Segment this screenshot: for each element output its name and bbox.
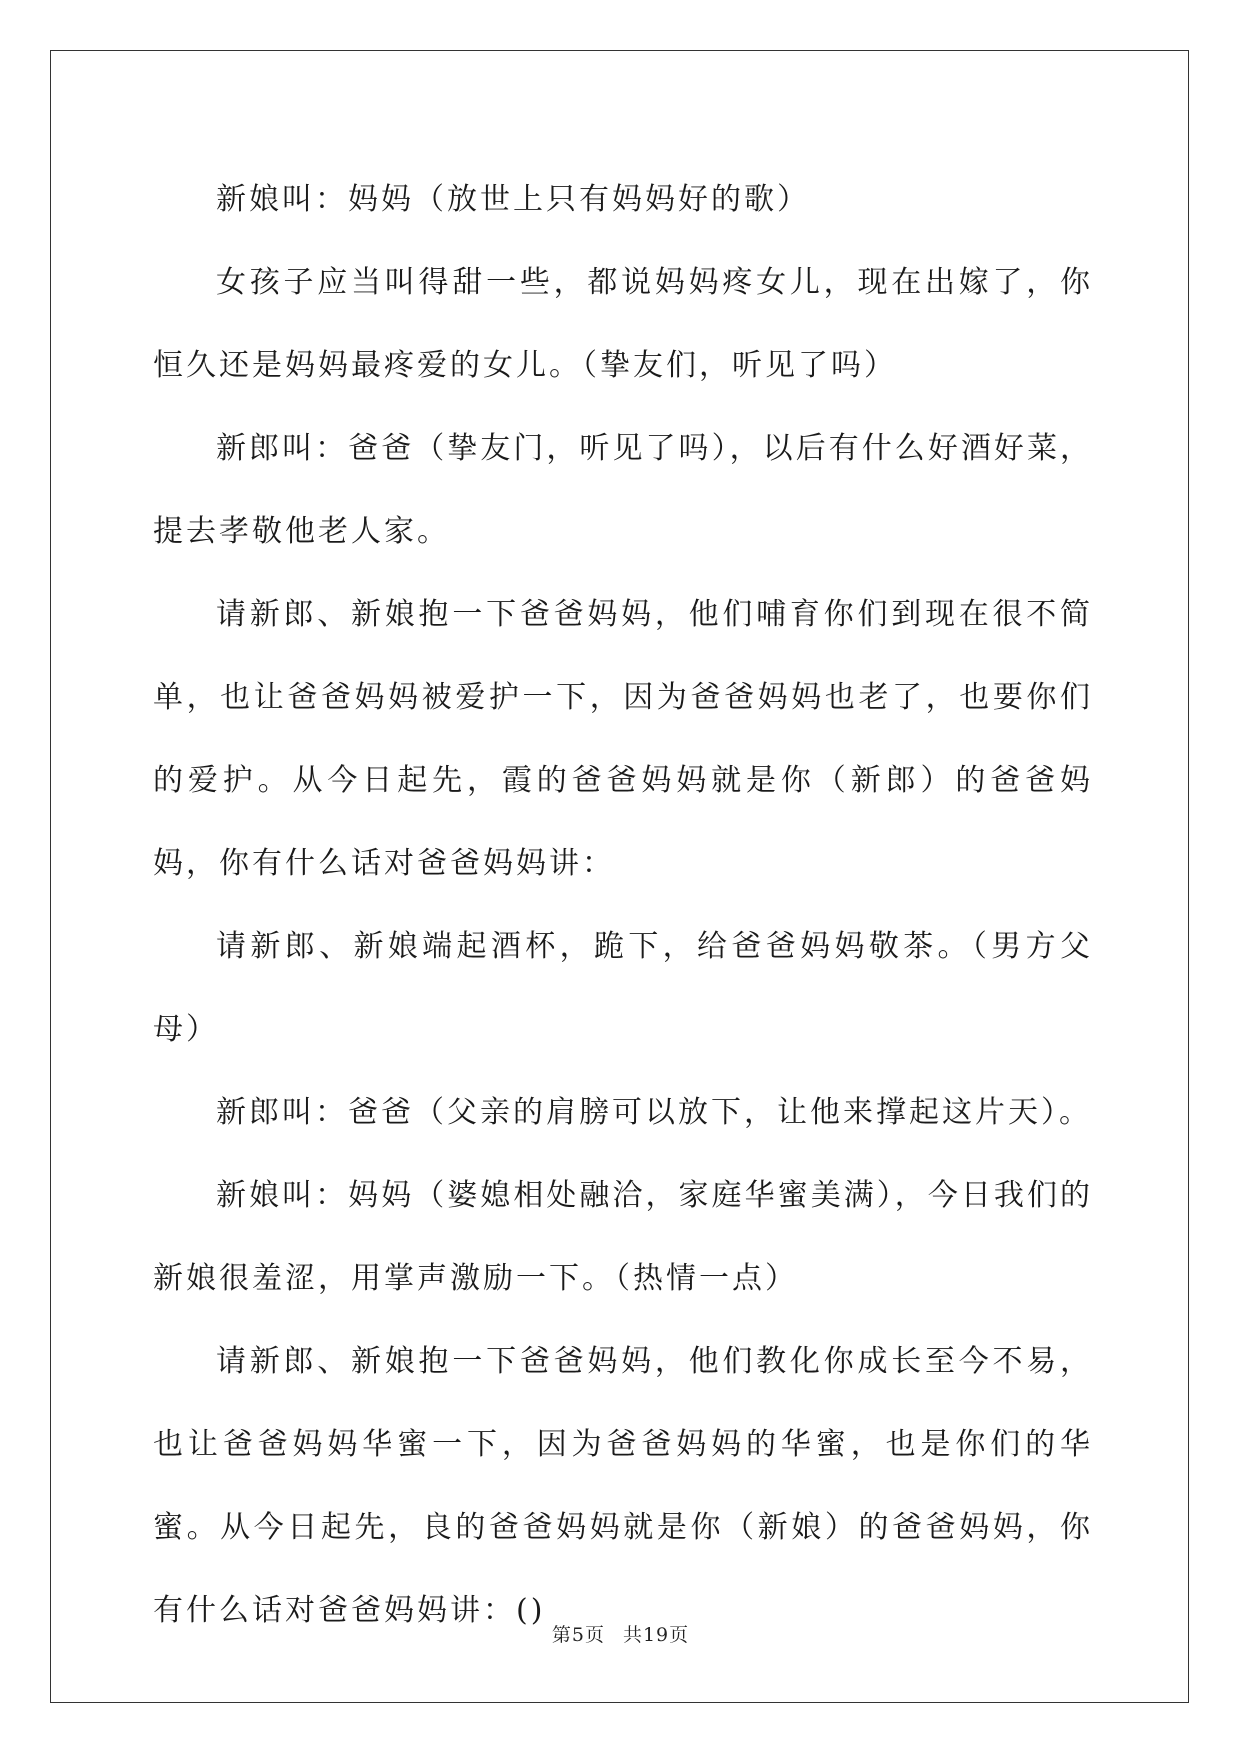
paragraph-8: 请新郎、新娘抱一下爸爸妈妈，他们教化你成长至今不易，也让爸爸妈妈华蜜一下，因为爸爸妈妈的华蜜，也是你们的华蜜。从今日起先，良的爸爸妈妈就是你（新娘）的爸爸妈妈，你有什么话对爸爸妈妈讲：() — [153, 1344, 1093, 1628]
paragraph-4: 请新郎、新娘抱一下爸爸妈妈，他们哺育你们到现在很不简单，也让爸爸妈妈被爱护一下，因为爸爸妈妈也老了，也要你们的爱护。从今日起先，霞的爸爸妈妈就是你（新郎）的爸爸妈妈，你有什么话对爸爸妈妈讲： — [153, 597, 1093, 881]
paragraph-1: 新娘叫：妈妈（放世上只有妈妈好的歌） — [216, 182, 810, 217]
paragraph-7: 新娘叫：妈妈（婆媳相处融洽，家庭华蜜美满），今日我们的新娘很羞涩，用掌声激励一下。（热情一点） — [153, 1178, 1093, 1296]
paragraph-2: 女孩子应当叫得甜一些，都说妈妈疼女儿，现在出嫁了，你恒久还是妈妈最疼爱的女儿。（挚友们，听见了吗） — [153, 265, 1093, 383]
paragraph-6: 新郎叫：爸爸（父亲的肩膀可以放下，让他来撑起这片天）。 — [216, 1095, 1092, 1130]
document-body — [153, 158, 1093, 1652]
page-total: 共19页 — [622, 1624, 690, 1646]
paragraph-3: 新郎叫：爸爸（挚友门，听见了吗），以后有什么好酒好菜，提去孝敬他老人家。 — [153, 431, 1093, 549]
page-number: 第5页 — [551, 1624, 605, 1646]
page-footer — [0, 1620, 1241, 1647]
paragraph-5: 请新郎、新娘端起酒杯，跪下，给爸爸妈妈敬茶。（男方父母） — [153, 929, 1093, 1047]
